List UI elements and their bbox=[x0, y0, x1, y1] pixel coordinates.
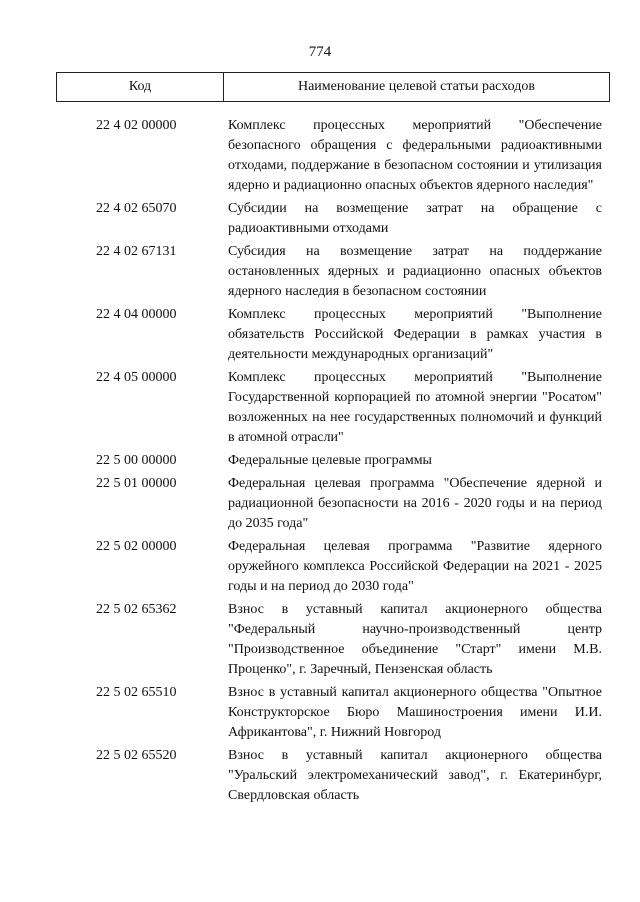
table-row bbox=[56, 746, 610, 806]
row-code: 22 5 02 65362 bbox=[96, 602, 177, 617]
row-name: Федеральная целевая программа "Развитие ядерного оружейного комплекса Российской Федерации на 2021 - 2025 годы и на период до 2030 года" bbox=[228, 539, 602, 594]
row-name: Комплекс процессных мероприятий "Обеспечение безопасного обращения с федеральными радиоактивными отходами, поддержание в безопасном состоянии и утилизация ядерно и радиационно опасных объектов ядерного наследия" bbox=[228, 118, 602, 193]
row-code: 22 5 02 65520 bbox=[96, 748, 177, 763]
budget-items-list bbox=[56, 116, 610, 809]
table-header bbox=[56, 72, 610, 102]
row-name: Федеральные целевые программы bbox=[228, 453, 432, 468]
table-row bbox=[56, 537, 610, 597]
row-name: Взнос в уставный капитал акционерного общества "Федеральный научно-производственный центр "Производственное объединение "Старт" имени М.В. Проценко", г. Заречный, Пензенская область bbox=[228, 602, 602, 677]
row-code: 22 4 02 67131 bbox=[96, 244, 177, 259]
row-code: 22 5 00 00000 bbox=[96, 453, 177, 468]
row-code: 22 4 04 00000 bbox=[96, 307, 177, 322]
table-row bbox=[56, 199, 610, 239]
table-row bbox=[56, 451, 610, 471]
row-name: Федеральная целевая программа "Обеспечение ядерной и радиационной безопасности на 2016 - 2020 годы и на период до 2035 года" bbox=[228, 476, 602, 531]
column-header-name: Наименование целевой статьи расходов bbox=[297, 79, 536, 94]
row-code: 22 5 01 00000 bbox=[96, 476, 177, 491]
table-row bbox=[56, 600, 610, 680]
row-code: 22 4 05 00000 bbox=[96, 370, 177, 385]
table-row bbox=[56, 368, 610, 448]
row-name: Субсидия на возмещение затрат на поддержание остановленных ядерных и радиационно опасных объектов ядерного наследия в безопасном состоянии bbox=[228, 244, 602, 299]
row-name: Взнос в уставный капитал акционерного общества "Опытное Конструкторское Бюро Машиностроения имени И.И. Африкантова", г. Нижний Новгород bbox=[228, 685, 602, 740]
table-row bbox=[56, 474, 610, 534]
row-code: 22 4 02 65070 bbox=[96, 201, 177, 216]
row-name: Субсидии на возмещение затрат на обращение с радиоактивными отходами bbox=[228, 201, 602, 236]
row-name: Взнос в уставный капитал акционерного общества "Уральский электромеханический завод", г. Екатеринбург, Свердловская область bbox=[228, 748, 602, 803]
row-code: 22 5 02 00000 bbox=[96, 539, 177, 554]
row-name: Комплекс процессных мероприятий "Выполнение Государственной корпорацией по атомной энергии "Росатом" возложенных на нее государственных полномочий и функций в атомной отрасли" bbox=[228, 370, 602, 445]
row-code: 22 5 02 65510 bbox=[96, 685, 177, 700]
page-number: 774 bbox=[308, 44, 332, 60]
table-row bbox=[56, 242, 610, 302]
column-header-code: Код bbox=[57, 73, 224, 101]
row-name: Комплекс процессных мероприятий "Выполнение обязательств Российской Федерации в рамках участия в деятельности международных организаций" bbox=[228, 307, 602, 362]
table-row bbox=[56, 683, 610, 743]
table-row bbox=[56, 305, 610, 365]
table-row bbox=[56, 116, 610, 196]
row-code: 22 4 02 00000 bbox=[96, 118, 177, 133]
